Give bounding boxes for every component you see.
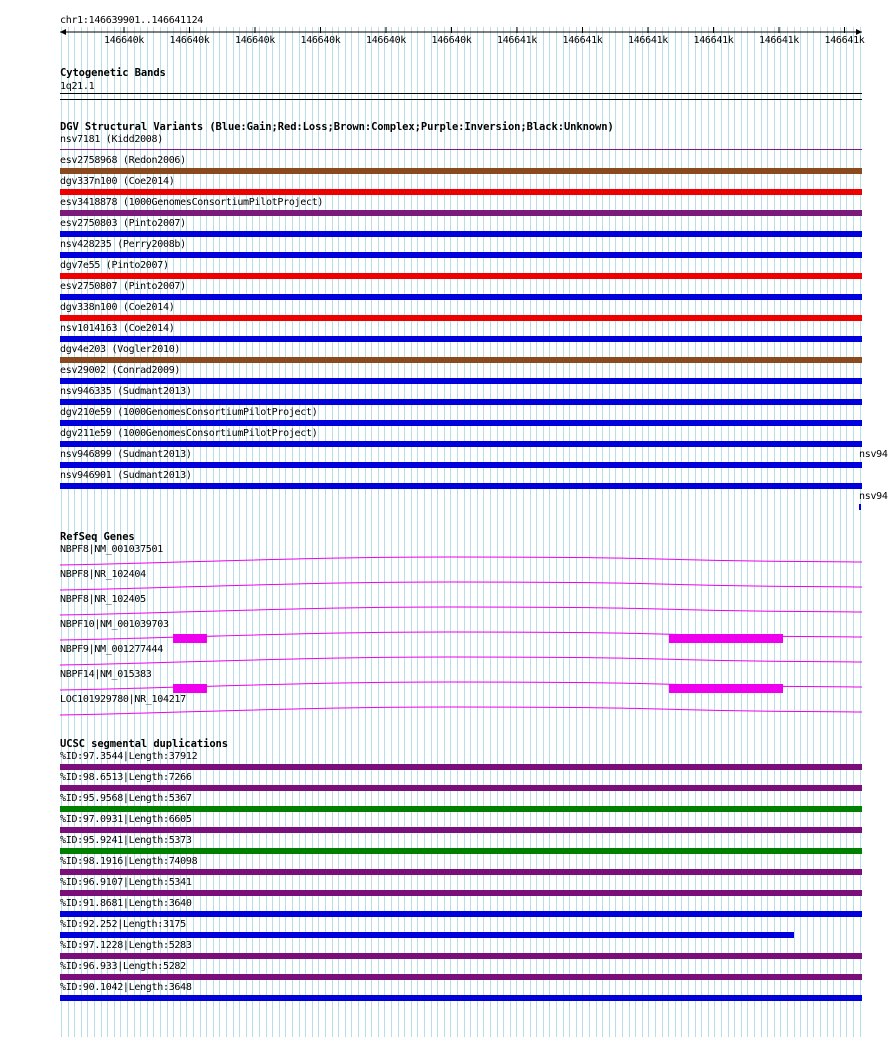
ruler-tick-label: 146641k: [758, 35, 800, 46]
cytoband-line-top: [60, 93, 862, 94]
dgv-feature-bar[interactable]: [60, 294, 862, 300]
track-header-refseq: RefSeq Genes: [60, 531, 135, 543]
dgv-feature-bar[interactable]: [60, 252, 862, 258]
dgv-feature-bar[interactable]: [60, 378, 862, 384]
segdup-bar[interactable]: [60, 806, 862, 812]
dgv-feature-label: dgv211e59 (1000GenomesConsortiumPilotProject): [60, 428, 318, 439]
segdup-bar[interactable]: [60, 932, 794, 938]
dgv-feature-label: nsv428235 (Perry2008b): [60, 239, 186, 250]
segdup-bar[interactable]: [60, 869, 862, 875]
segdup-label: %ID:98.1916|Length:74098: [60, 856, 198, 867]
segdup-bar[interactable]: [60, 911, 862, 917]
ruler-tick-label: 146640k: [300, 35, 341, 46]
ruler-tick-label: 146640k: [169, 35, 210, 46]
dgv-feature-label: nsv946899 (Sudmant2013): [60, 449, 192, 460]
dgv-feature-label: dgv338n100 (Coe2014): [60, 302, 175, 313]
dgv-feature-bar[interactable]: [60, 420, 862, 426]
ruler-tick-label: 146640k: [365, 35, 407, 46]
segdup-label: %ID:95.9241|Length:5373: [60, 835, 192, 846]
dgv-feature-label: nsv946335 (Sudmant2013): [60, 386, 192, 397]
gene-model[interactable]: [0, 698, 890, 728]
track-header-cytobands: Cytogenetic Bands: [60, 67, 166, 79]
gene-label: NBPF10|NM_001039703: [60, 619, 169, 630]
ruler-tick-label: 146641k: [562, 35, 603, 46]
dgv-feature-label: dgv210e59 (1000GenomesConsortiumPilotProject): [60, 407, 318, 418]
ruler-tick-label: 146641k: [693, 35, 734, 46]
segdup-bar[interactable]: [60, 995, 862, 1001]
dgv-feature-bar[interactable]: [60, 399, 862, 405]
gene-label: NBPF9|NM_001277444: [60, 644, 163, 655]
dgv-feature-label: dgv7e55 (Pinto2007): [60, 260, 169, 271]
cytoband-line-bottom: [60, 99, 862, 100]
dgv-overflow-label: nsv94: [859, 449, 888, 460]
dgv-feature-label: esv29002 (Conrad2009): [60, 365, 181, 376]
ruler-tick-marks: [0, 0, 890, 40]
dgv-feature-label: nsv1014163 (Coe2014): [60, 323, 175, 334]
ruler-tick-label: 146640k: [103, 35, 145, 46]
dgv-partial-feature[interactable]: [60, 462, 62, 468]
segdup-bar[interactable]: [60, 764, 862, 770]
dgv-feature-bar[interactable]: [60, 231, 862, 237]
cytoband-label: 1q21.1: [60, 81, 95, 92]
dgv-feature-bar[interactable]: [60, 462, 862, 468]
ruler-tick-label: 146641k: [496, 35, 538, 46]
track-header-segdups: UCSC segmental duplications: [60, 738, 228, 750]
gene-label: LOC101929780|NR_104217: [60, 694, 186, 705]
gene-label: NBPF8|NR_102404: [60, 569, 146, 580]
segdup-label: %ID:97.3544|Length:37912: [60, 751, 198, 762]
dgv-feature-bar[interactable]: [60, 441, 862, 447]
segdup-bar[interactable]: [60, 785, 862, 791]
dgv-feature-bar[interactable]: [60, 273, 862, 279]
dgv-feature-bar[interactable]: [60, 210, 862, 216]
ruler-tick-label: 146641k: [627, 35, 669, 46]
dgv-feature-label: nsv7181 (Kidd2008): [60, 134, 163, 145]
segdup-bar[interactable]: [60, 974, 862, 980]
gene-label: NBPF14|NM_015383: [60, 669, 152, 680]
segdup-label: %ID:97.1228|Length:5283: [60, 940, 192, 951]
ruler-position-label: chr1:146639901..146641124: [60, 15, 204, 26]
gene-label: NBPF8|NM_001037501: [60, 544, 163, 555]
segdup-bar[interactable]: [60, 890, 862, 896]
dgv-feature-bar[interactable]: [60, 149, 862, 150]
ruler-tick-label: 146640k: [234, 35, 276, 46]
dgv-feature-bar[interactable]: [60, 189, 862, 195]
segdup-label: %ID:96.9107|Length:5341: [60, 877, 192, 888]
segdup-bar[interactable]: [60, 827, 862, 833]
dgv-feature-label: dgv4e203 (Vogler2010): [60, 344, 181, 355]
dgv-feature-bar[interactable]: [60, 168, 862, 174]
dgv-feature-bar[interactable]: [60, 336, 862, 342]
segdup-label: %ID:92.252|Length:3175: [60, 919, 186, 930]
ruler-tick-label: 146640k: [431, 35, 472, 46]
dgv-feature-label: esv2750803 (Pinto2007): [60, 218, 186, 229]
segdup-label: %ID:97.0931|Length:6605: [60, 814, 192, 825]
dgv-overflow-label: nsv94: [859, 491, 888, 502]
segdup-label: %ID:91.8681|Length:3640: [60, 898, 192, 909]
segdup-label: %ID:98.6513|Length:7266: [60, 772, 192, 783]
dgv-feature-label: esv2750807 (Pinto2007): [60, 281, 186, 292]
ruler-tick-label: 146641k: [824, 35, 865, 46]
segdup-bar[interactable]: [60, 848, 862, 854]
dgv-feature-label: nsv946901 (Sudmant2013): [60, 470, 192, 481]
segdup-label: %ID:96.933|Length:5282: [60, 961, 186, 972]
dgv-overflow-feature[interactable]: [859, 504, 861, 510]
dgv-feature-bar[interactable]: [60, 483, 862, 489]
dgv-feature-label: dgv337n100 (Coe2014): [60, 176, 175, 187]
gene-label: NBPF8|NR_102405: [60, 594, 146, 605]
dgv-feature-bar[interactable]: [60, 357, 862, 363]
dgv-feature-bar[interactable]: [60, 315, 862, 321]
dgv-feature-label: esv2758968 (Redon2006): [60, 155, 186, 166]
track-header-dgv: DGV Structural Variants (Blue:Gain;Red:Loss;Brown:Complex;Purple:Inversion;Black:Unknown): [60, 121, 614, 133]
segdup-bar[interactable]: [60, 953, 862, 959]
dgv-overflow-feature[interactable]: [859, 462, 861, 468]
segdup-label: %ID:95.9568|Length:5367: [60, 793, 192, 804]
dgv-feature-label: esv3418878 (1000GenomesConsortiumPilotProject): [60, 197, 324, 208]
segdup-label: %ID:90.1042|Length:3648: [60, 982, 192, 993]
